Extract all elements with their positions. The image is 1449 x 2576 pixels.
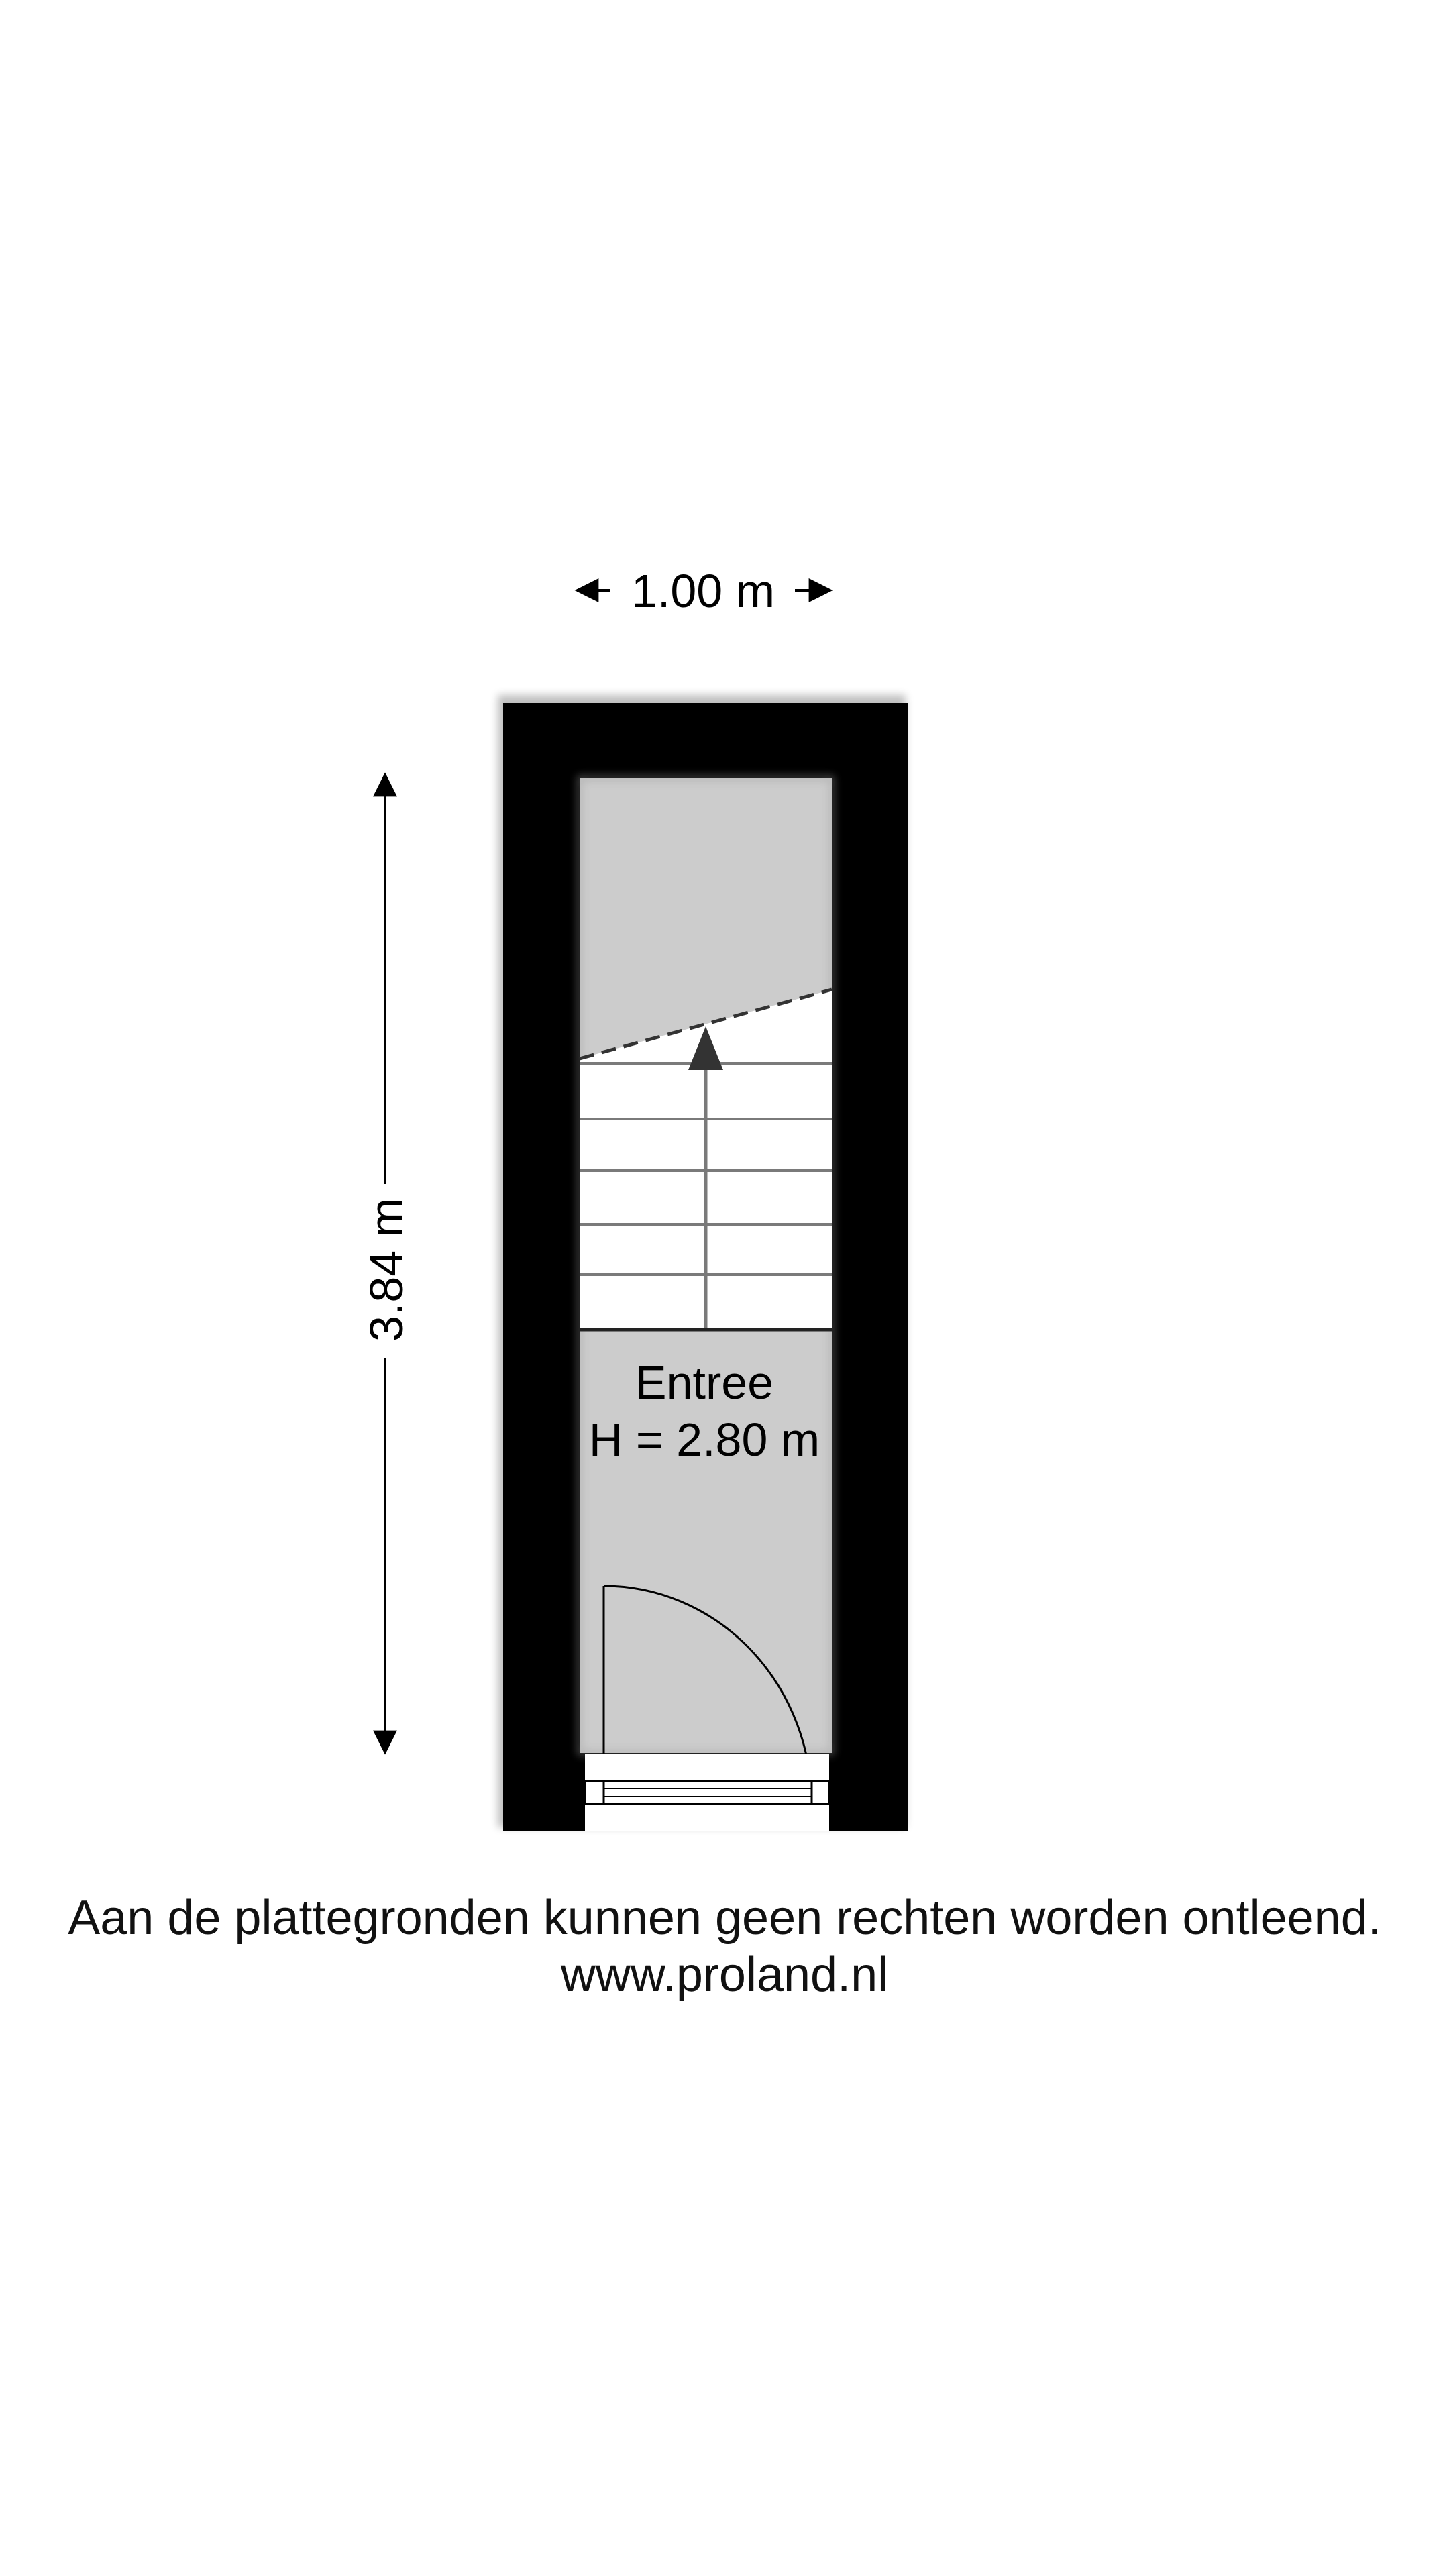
door-frame	[585, 1781, 829, 1804]
room-height: H = 2.80 m	[588, 1413, 820, 1466]
length-dimension-label: 3.84 m	[360, 1198, 413, 1342]
website-link: www.proland.nl	[560, 1948, 889, 2002]
length-dimension	[360, 775, 413, 1752]
width-dimension-label: 1.00 m	[631, 565, 775, 617]
room-name: Entree	[635, 1356, 774, 1409]
door-opening	[585, 1754, 829, 1831]
width-dimension	[577, 565, 830, 617]
disclaimer-text: Aan de plattegronden kunnen geen rechten worden ontleend.	[68, 1891, 1381, 1945]
